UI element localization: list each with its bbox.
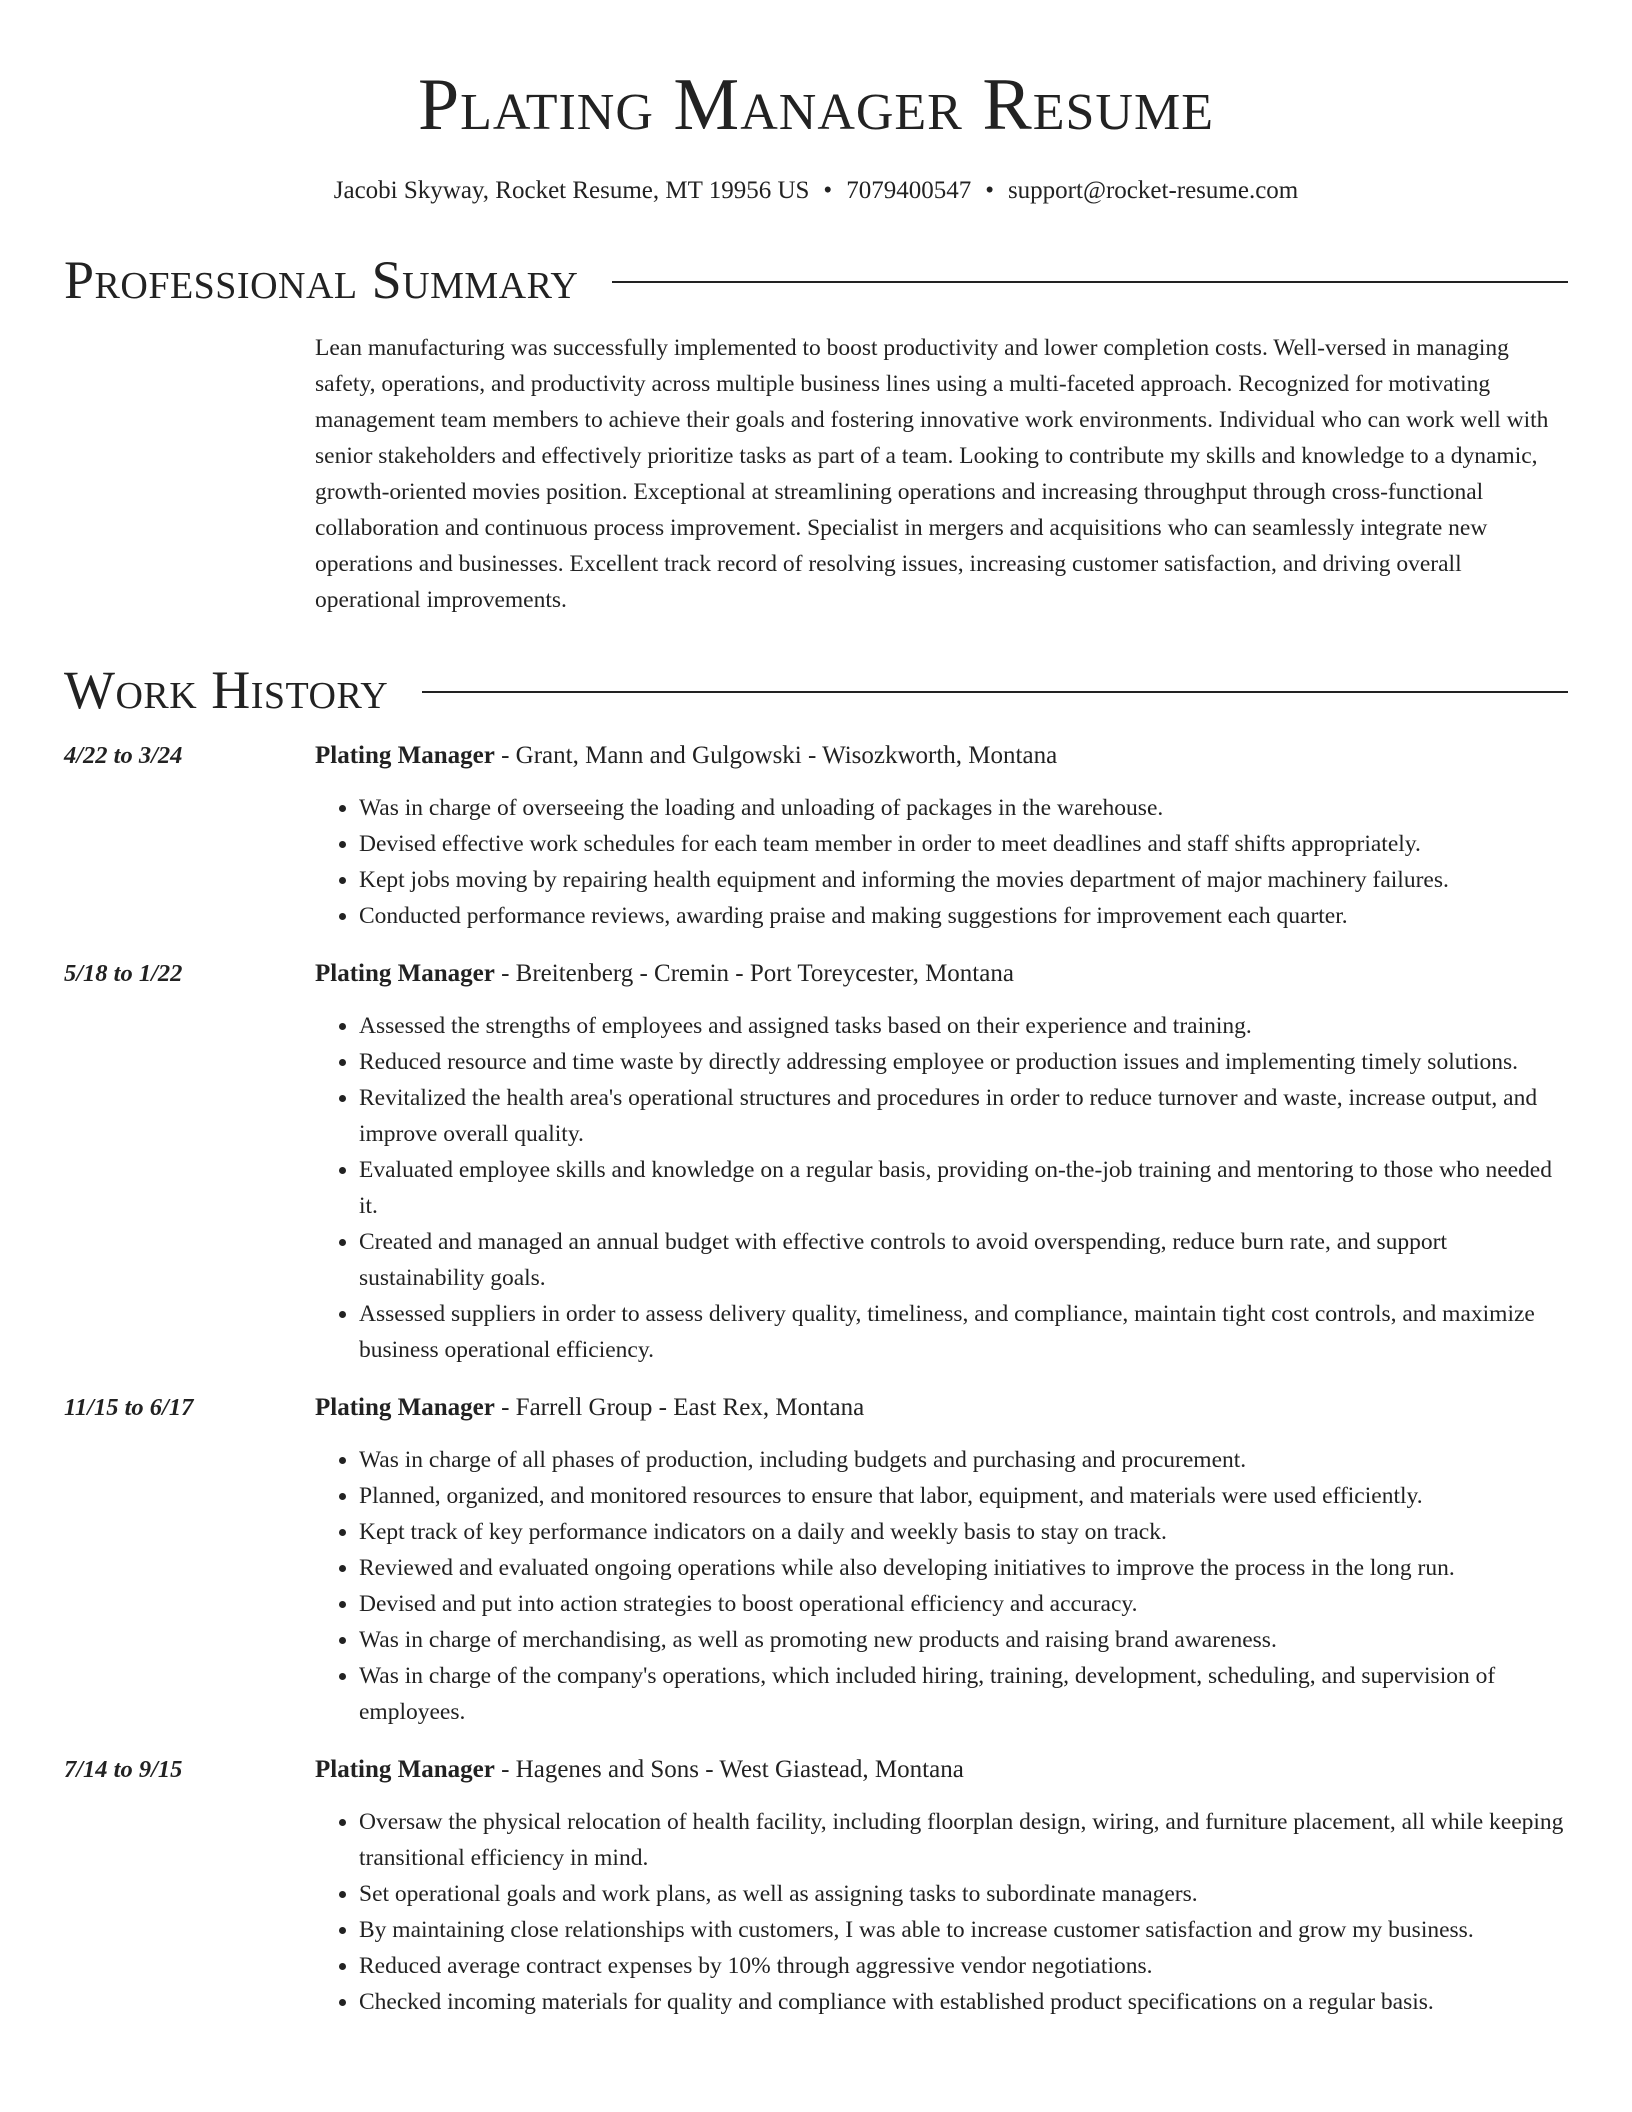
job-bullet: • Reduced resource and time waste by directly addressing employee or production issues and implementing timely solutions. [359,1044,1568,1080]
contact-email: support@rocket-resume.com [1007,177,1299,204]
job-entry [64,738,1568,934]
job-bullet: • Conducted performance reviews, awarding praise and making suggestions for improvement each quarter. [359,898,1568,934]
work-history-list [64,738,1568,2020]
job-bullet: • Set operational goals and work plans, as well as assigning tasks to subordinate managers. [359,1876,1568,1912]
job-bullet: • Evaluated employee skills and knowledge on a regular basis, providing on-the-job training and mentoring to those who needed it. [359,1152,1568,1224]
job-bullet: • Was in charge of the company's operations, which included hiring, training, development, scheduling, and supervision of employees. [359,1658,1568,1730]
job-header [315,956,1568,992]
job-employer-location: - Grant, Mann and Gulgowski - Wisozkworth, Montana [494,742,1058,769]
job-title: Plating Manager [315,1394,495,1421]
job-dates: 5/18 to 1/22 [64,960,183,987]
job-employer-location: - Farrell Group - East Rex, Montana [494,1394,865,1421]
work-section-header [64,660,1568,720]
summary-text: Lean manufacturing was successfully implemented to boost productivity and lower completion costs. Well-versed in managing safety, operations, and productivity across multiple business lines using a multi-faceted approach. Recognized for motivating management team members to achieve their goals and fostering innovative work environments. Individual who can work well with senior stakeholders and effectively prioritize tasks as part of a team. Looking to contribute my skills and knowledge to a dynamic, growth-oriented movies position. Exceptional at streamlining operations and increasing throughput through cross-functional collaboration and continuous process improvement. Specialist in mergers and acquisitions who can seamlessly integrate new operations and businesses. Excellent track record of resolving issues, increasing customer satisfaction, and driving overall operational improvements. [315,335,1549,613]
section-divider [612,281,1568,283]
job-bullet: • Revitalized the health area's operational structures and procedures in order to reduce turnover and waste, increase output, and improve overall quality. [359,1080,1568,1152]
contact-separator: • [823,177,833,204]
job-bullet: • Reviewed and evaluated ongoing operations while also developing initiatives to improve the process in the long run. [359,1550,1568,1586]
job-bullet-list [315,790,1568,934]
job-header [315,1390,1568,1426]
job-bullet: • Planned, organized, and monitored resources to ensure that labor, equipment, and materials were used efficiently. [359,1478,1568,1514]
job-body [315,1752,1568,2020]
job-header [315,1752,1568,1788]
job-body [315,1390,1568,1730]
contact-phone: 7079400547 [846,177,972,204]
job-bullet: • Devised effective work schedules for each team member in order to meet deadlines and staff shifts appropriately. [359,826,1568,862]
job-header [315,738,1568,774]
job-bullet-list [315,1442,1568,1730]
job-bullet: • Oversaw the physical relocation of health facility, including floorplan design, wiring, and furniture placement, all while keeping transitional efficiency in mind. [359,1804,1568,1876]
job-entry [64,956,1568,1368]
summary-section-header [64,250,1568,310]
job-bullet: • Was in charge of merchandising, as well as promoting new products and raising brand awareness. [359,1622,1568,1658]
job-bullet: • Devised and put into action strategies to boost operational efficiency and accuracy. [359,1586,1568,1622]
job-bullet: • Was in charge of overseeing the loading and unloading of packages in the warehouse. [359,790,1568,826]
job-bullet: • Created and managed an annual budget with effective controls to avoid overspending, reduce burn rate, and support sustainability goals. [359,1224,1568,1296]
job-bullet: • Checked incoming materials for quality and compliance with established product specifications on a regular basis. [359,1984,1568,2020]
job-bullet: • Assessed the strengths of employees and assigned tasks based on their experience and training. [359,1008,1568,1044]
job-employer-location: - Breitenberg - Cremin - Port Toreycester, Montana [494,960,1014,987]
job-body [315,956,1568,1368]
job-entry [64,1390,1568,1730]
job-bullet: • Kept jobs moving by repairing health equipment and informing the movies department of major machinery failures. [359,862,1568,898]
job-title: Plating Manager [315,960,495,987]
resume-title: Plating Manager Resume [418,64,1214,146]
job-employer-location: - Hagenes and Sons - West Giastead, Montana [494,1756,964,1783]
job-bullet-list [315,1008,1568,1368]
job-body [315,738,1568,934]
job-dates: 7/14 to 9/15 [64,1756,183,1783]
job-bullet: • Kept track of key performance indicators on a daily and weekly basis to stay on track. [359,1514,1568,1550]
job-title: Plating Manager [315,1756,495,1783]
summary-heading: Professional Summary [64,250,579,310]
job-dates: 11/15 to 6/17 [64,1394,194,1421]
contact-address: Jacobi Skyway, Rocket Resume, MT 19956 US [333,177,810,204]
resume-page [64,0,1568,2020]
job-entry [64,1752,1568,2020]
contact-separator: • [985,177,994,204]
job-bullet: • Assessed suppliers in order to assess delivery quality, timeliness, and compliance, maintain tight cost controls, and maximize business operational efficiency. [359,1296,1568,1368]
contact-line [64,174,1568,208]
work-heading: Work History [64,660,389,720]
job-dates: 4/22 to 3/24 [64,742,183,769]
job-bullet: • By maintaining close relationships with customers, I was able to increase customer satisfaction and grow my business. [359,1912,1568,1948]
job-bullet: • Was in charge of all phases of production, including budgets and purchasing and procurement. [359,1442,1568,1478]
job-bullet-list [315,1804,1568,2020]
job-bullet: • Reduced average contract expenses by 10% through aggressive vendor negotiations. [359,1948,1568,1984]
section-divider [422,691,1568,693]
job-title: Plating Manager [315,742,495,769]
